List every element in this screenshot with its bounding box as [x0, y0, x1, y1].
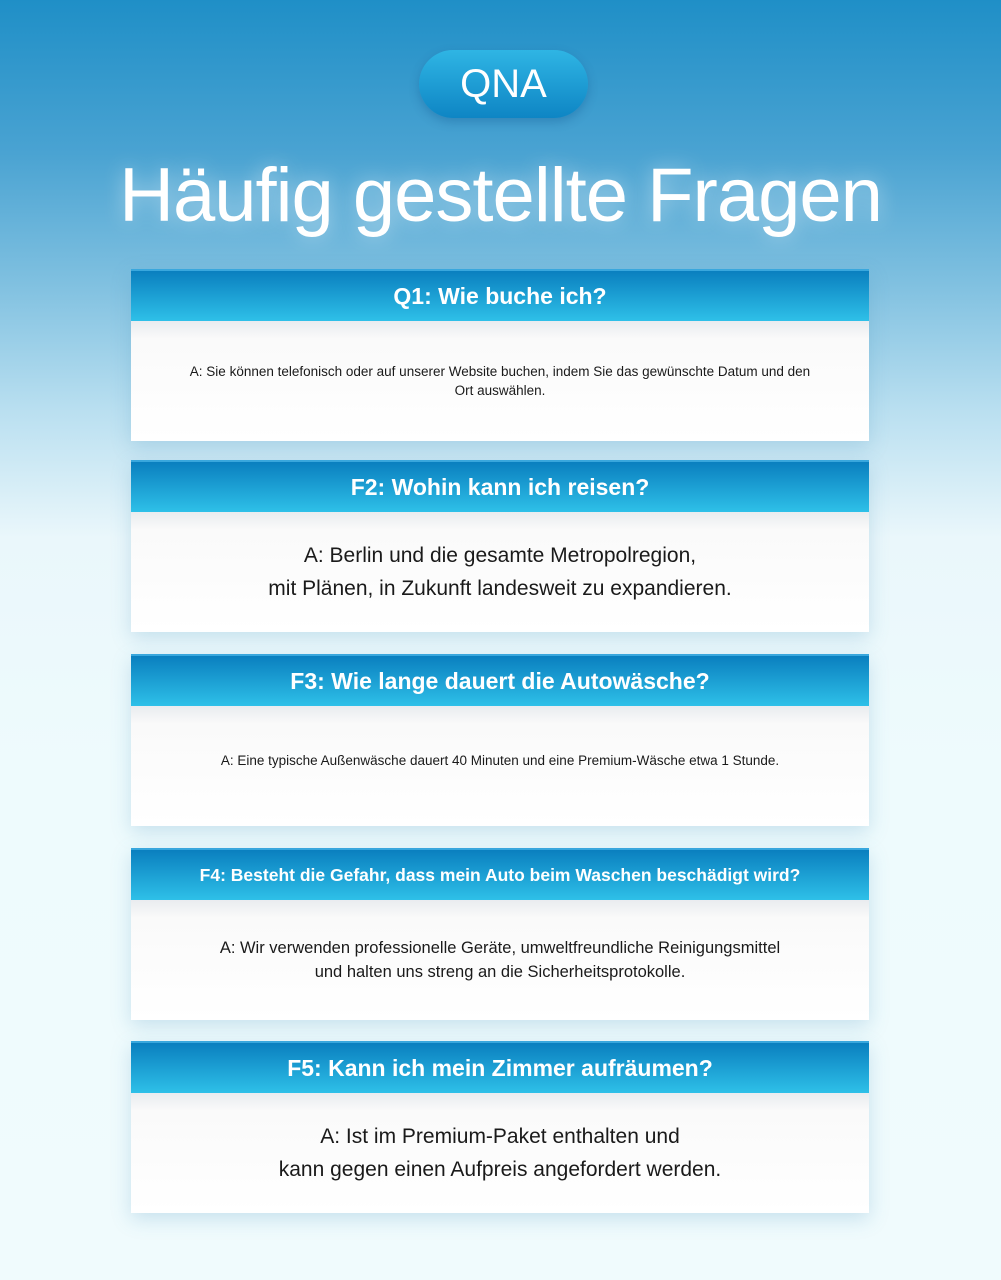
answer-line: kann gegen einen Aufpreis angefordert werden. [278, 1158, 722, 1181]
answer-text: A: Eine typische Außenwäsche dauert 40 Minuten und eine Premium-Wäsche etwa 1 Stunde. [220, 753, 780, 768]
answer-line: A: Wir verwenden professionelle Geräte, umweltfreundliche Reinigungsmittel [219, 939, 781, 957]
faq-item [131, 654, 869, 826]
faq-answer [131, 1093, 869, 1213]
faq-answer [131, 900, 869, 1020]
faq-question: F5: Kann ich mein Zimmer aufräumen? [131, 1041, 869, 1093]
faq-answer [131, 706, 869, 826]
answer-line: A: Berlin und die gesamte Metropolregion, [303, 544, 697, 567]
qna-badge: QNA [419, 50, 588, 118]
faq-item [131, 1041, 869, 1213]
answer-line: A: Ist im Premium-Paket enthalten und [320, 1125, 680, 1148]
answer-line: mit Plänen, in Zukunft landesweit zu expandieren. [268, 577, 732, 600]
answer-text: A: Sie können telefonisch oder auf unserer Website buchen, indem Sie das gewünschte Datum und den Ort auswählen. [189, 364, 811, 398]
faq-item [131, 460, 869, 632]
faq-item [131, 269, 869, 441]
faq-question: F2: Wohin kann ich reisen? [131, 460, 869, 512]
page-title: Häufig gestellte Fragen [119, 153, 882, 238]
faq-item [131, 848, 869, 1020]
faq-question: Q1: Wie buche ich? [131, 269, 869, 321]
faq-question: F4: Besteht die Gefahr, dass mein Auto beim Waschen beschädigt wird? [131, 848, 869, 900]
faq-answer [131, 512, 869, 632]
answer-line: und halten uns streng an die Sicherheitsprotokolle. [314, 963, 686, 981]
faq-answer [131, 321, 869, 441]
faq-question: F3: Wie lange dauert die Autowäsche? [131, 654, 869, 706]
